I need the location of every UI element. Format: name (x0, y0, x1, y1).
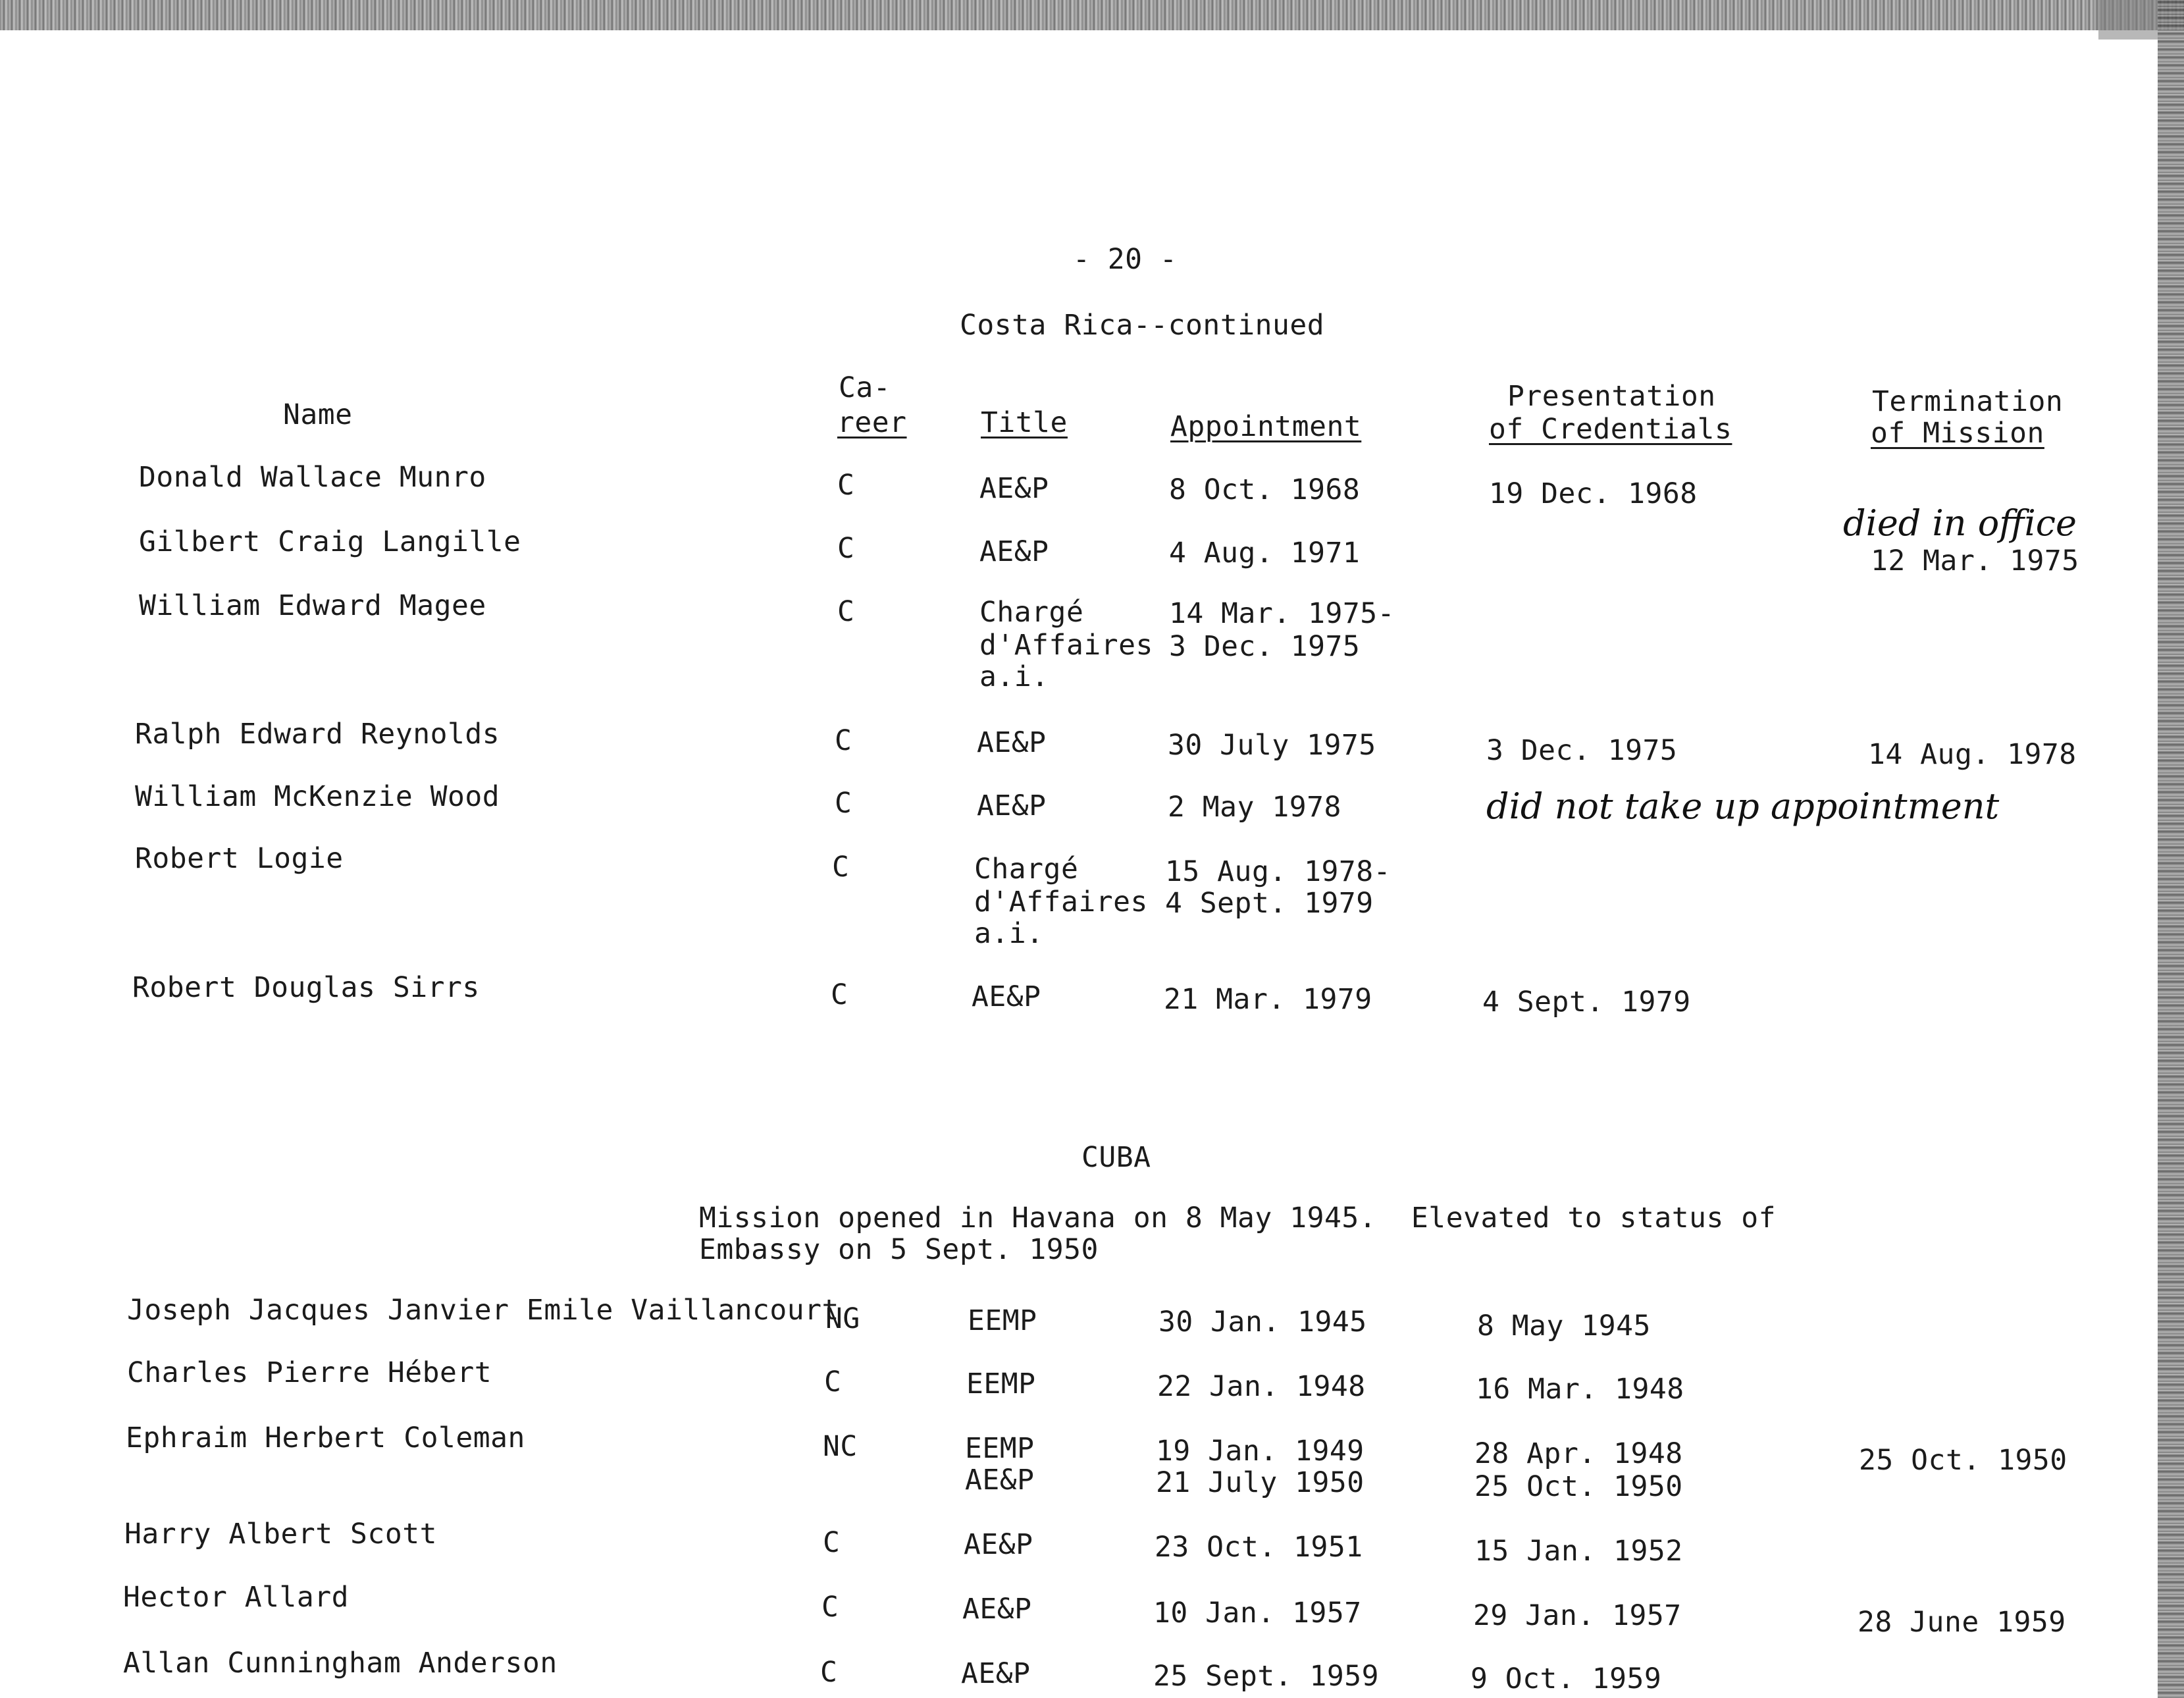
handwritten-note: did not take up appointment (1486, 785, 2000, 827)
table-row-credentials: 4 Sept. 1979 (1482, 986, 1691, 1019)
page-number: - 20 - (1073, 243, 1178, 276)
table-row-appointment: 30 Jan. 1945 (1158, 1306, 1367, 1339)
header-name: Name (283, 398, 353, 431)
table-row-name: Ephraim Herbert Coleman (126, 1421, 525, 1454)
header-title: Title (981, 406, 1068, 439)
table-row-credentials: 9 Oct. 1959 (1470, 1662, 1662, 1695)
table-row-name: Joseph Jacques Janvier Emile Vaillancourt (127, 1294, 839, 1327)
table-row-name: Hector Allard (123, 1581, 350, 1614)
table-row-title: d'Affaires (974, 886, 1148, 918)
table-row-career: C (824, 1366, 842, 1398)
table-row-name: Allan Cunningham Anderson (123, 1647, 558, 1680)
table-row-name: Harry Albert Scott (124, 1518, 437, 1551)
table-row-title: AE&P (961, 1657, 1031, 1690)
table-row-credentials: 19 Dec. 1968 (1489, 477, 1698, 510)
table-row-credentials: 29 Jan. 1957 (1473, 1599, 1682, 1632)
header-career-line2: reer (837, 406, 907, 439)
table-row-career: C (823, 1526, 841, 1559)
table-row-appointment: 10 Jan. 1957 (1153, 1597, 1362, 1630)
table-row-career: C (820, 1656, 838, 1689)
table-row-appointment: 4 Aug. 1971 (1169, 537, 1361, 570)
table-row-appointment: 19 Jan. 1949 (1156, 1435, 1365, 1468)
table-row-title: EEMP (968, 1304, 1037, 1337)
table-row-appointment: 21 July 1950 (1156, 1466, 1365, 1499)
table-row-termination: 28 June 1959 (1858, 1606, 2066, 1639)
table-row-title: AE&P (977, 789, 1047, 822)
table-row-termination: 25 Oct. 1950 (1859, 1444, 2067, 1477)
section-heading-cuba: CUBA (1081, 1141, 1151, 1174)
table-row-title: AE&P (979, 535, 1049, 568)
section-title: Costa Rica--continued (960, 309, 1325, 342)
table-row-credentials: 3 Dec. 1975 (1486, 734, 1678, 767)
table-row-appointment: 3 Dec. 1975 (1169, 630, 1361, 663)
table-row-title: AE&P (964, 1528, 1033, 1561)
table-row-termination: 12 Mar. 1975 (1871, 544, 2079, 577)
table-row-title: EEMP (966, 1367, 1036, 1400)
handwritten-note: died in office (1843, 502, 2077, 544)
table-row-name: William Edward Magee (139, 589, 486, 622)
header-termination-line2: of Mission (1871, 417, 2044, 450)
table-row-career: C (835, 724, 852, 757)
table-row-title: Chargé (979, 596, 1084, 629)
table-row-career: C (831, 978, 848, 1011)
table-row-credentials: 16 Mar. 1948 (1476, 1373, 1684, 1406)
table-row-credentials: 28 Apr. 1948 (1474, 1437, 1683, 1470)
table-row-title: EEMP (965, 1432, 1035, 1465)
table-row-appointment: 22 Jan. 1948 (1157, 1370, 1366, 1403)
table-row-career: C (837, 595, 855, 628)
table-row-career: C (837, 469, 855, 502)
table-row-appointment: 14 Mar. 1975- (1169, 597, 1395, 630)
table-row-title: AE&P (972, 980, 1041, 1013)
header-termination-line1: Termination (1872, 385, 2064, 418)
cuba-mission-note-line1: Mission opened in Havana on 8 May 1945. Elevated to status of (699, 1202, 1777, 1234)
table-row-appointment: 4 Sept. 1979 (1165, 887, 1374, 920)
table-row-appointment: 30 July 1975 (1168, 729, 1376, 762)
table-row-career: C (835, 787, 852, 820)
table-row-appointment: 15 Aug. 1978- (1165, 855, 1391, 888)
table-row-title: Chargé (974, 853, 1079, 886)
table-row-title: a.i. (979, 660, 1049, 693)
table-row-credentials: 15 Jan. 1952 (1474, 1535, 1683, 1568)
table-row-appointment: 8 Oct. 1968 (1169, 473, 1361, 506)
table-row-termination: 14 Aug. 1978 (1868, 738, 2077, 771)
table-row-name: Gilbert Craig Langille (139, 525, 521, 558)
header-presentation-line2: of Credentials (1489, 413, 1732, 446)
header-presentation-line1: Presentation (1507, 380, 1716, 413)
table-row-career: C (821, 1591, 839, 1624)
table-row-title: a.i. (974, 917, 1044, 950)
table-row-name: Robert Douglas Sirrs (132, 971, 480, 1004)
table-row-credentials: 25 Oct. 1950 (1474, 1470, 1683, 1503)
cuba-mission-note-line2: Embassy on 5 Sept. 1950 (699, 1233, 1099, 1266)
scan-edge-corner (2098, 0, 2158, 40)
table-row-name: Robert Logie (135, 842, 344, 875)
table-row-name: Donald Wallace Munro (139, 461, 486, 494)
table-row-appointment: 21 Mar. 1979 (1164, 983, 1372, 1016)
table-row-career: NG (825, 1302, 860, 1335)
header-appointment: Appointment (1170, 410, 1362, 443)
table-row-appointment: 2 May 1978 (1168, 791, 1341, 824)
table-row-career: C (832, 851, 850, 884)
table-row-name: Ralph Edward Reynolds (135, 718, 500, 751)
table-row-title: AE&P (965, 1464, 1035, 1497)
table-row-appointment: 23 Oct. 1951 (1155, 1531, 1363, 1564)
table-row-name: Charles Pierre Hébert (127, 1356, 492, 1389)
scan-edge-right (2158, 0, 2184, 1698)
table-row-credentials: 8 May 1945 (1477, 1310, 1651, 1342)
table-row-title: AE&P (979, 472, 1049, 505)
table-row-career: NC (823, 1430, 858, 1463)
scan-edge-top (0, 0, 2184, 30)
table-row-title: AE&P (977, 726, 1047, 759)
header-career-line1: Ca- (839, 371, 891, 404)
table-row-name: William McKenzie Wood (135, 780, 500, 813)
table-row-appointment: 25 Sept. 1959 (1153, 1660, 1380, 1693)
table-row-title: d'Affaires (979, 629, 1153, 662)
table-row-career: C (837, 532, 855, 565)
table-row-title: AE&P (962, 1593, 1032, 1626)
